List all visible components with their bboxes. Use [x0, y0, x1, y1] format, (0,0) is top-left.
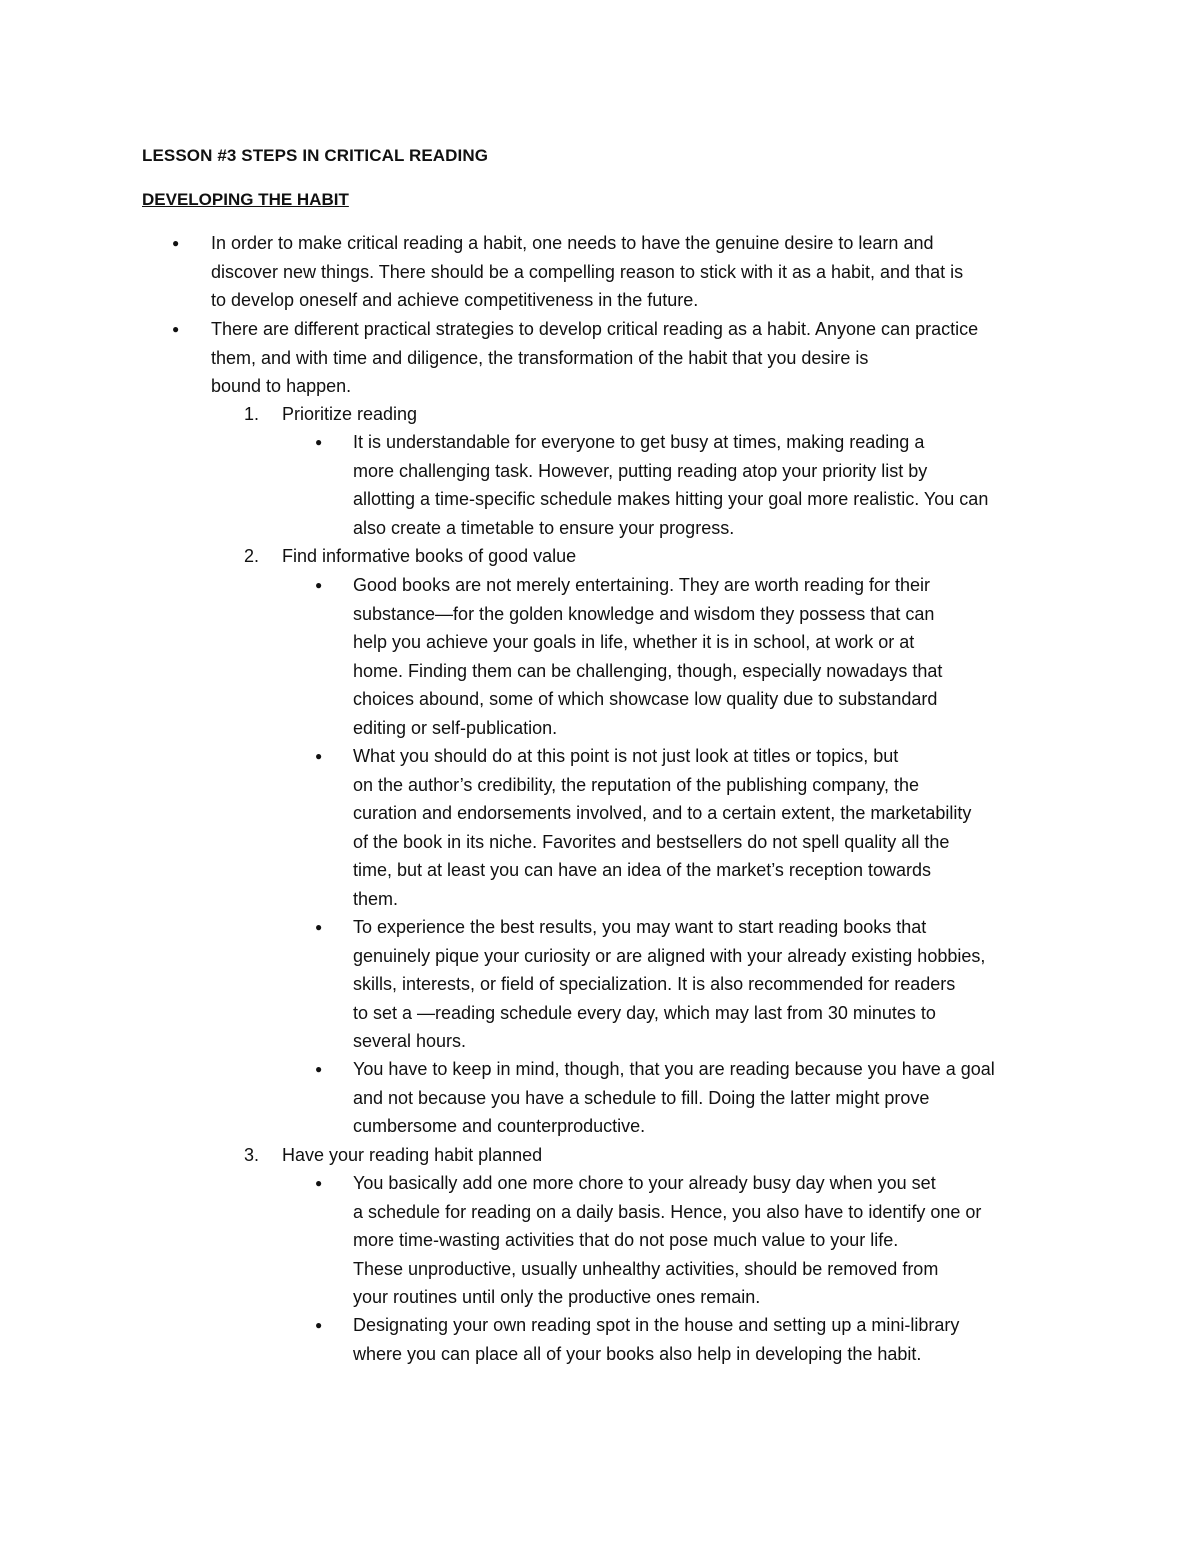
text-line: a schedule for reading on a daily basis. Hence, you also have to identify one or	[353, 1201, 982, 1222]
step-3-bullet-1	[353, 1169, 1053, 1312]
step-heading: Prioritize reading	[282, 404, 418, 424]
text-line: help you achieve your goals in life, whether it is in school, at work or at	[353, 632, 915, 652]
text-line: also create a timetable to ensure your progress.	[353, 517, 735, 538]
step-heading: Have your reading habit planned	[282, 1145, 543, 1165]
text-line: There are different practical strategies to develop critical reading as a habit. Anyone can practice	[211, 319, 979, 339]
bullet-icon: ●	[315, 1062, 323, 1076]
text-line: of the book in its niche. Favorites and bestsellers do not spell quality all the	[353, 831, 950, 852]
text-line: What you should do at this point is not just look at titles or topics, but	[353, 746, 899, 766]
step-3-bullet-2	[353, 1311, 1053, 1368]
text-line: discover new things. There should be a compelling reason to stick with it as a habit, and that is	[211, 261, 964, 282]
bullet-icon: ●	[315, 1318, 323, 1332]
text-line: Designating your own reading spot in the house and setting up a mini-library	[353, 1315, 960, 1335]
step-2-bullet-1	[353, 571, 1053, 742]
text-line: You basically add one more chore to your already busy day when you set	[353, 1173, 936, 1193]
text-line: several hours.	[353, 1031, 467, 1051]
text-line: cumbersome and counterproductive.	[353, 1116, 646, 1136]
step-number: 2.	[244, 546, 260, 566]
step-number: 3.	[244, 1145, 260, 1165]
text-line: to set a —reading schedule every day, which may last from 30 minutes to	[353, 1002, 936, 1023]
intro-bullet-2	[211, 315, 1056, 401]
text-line: Good books are not merely entertaining. They are worth reading for their	[353, 575, 930, 595]
bullet-icon: ●	[172, 322, 180, 336]
section-heading: DEVELOPING THE HABIT	[142, 190, 349, 209]
step-2-bullet-3	[353, 913, 1053, 1056]
text-line: more time-wasting activities that do not pose much value to your life.	[353, 1230, 899, 1250]
page-title: LESSON #3 STEPS IN CRITICAL READING	[142, 146, 489, 165]
text-line: It is understandable for everyone to get busy at times, making reading a	[353, 432, 925, 452]
bullet-icon: ●	[315, 435, 323, 449]
text-line: These unproductive, usually unhealthy activities, should be removed from	[353, 1258, 939, 1279]
text-line: your routines until only the productive ones remain.	[353, 1287, 761, 1307]
bullet-icon: ●	[315, 1176, 323, 1190]
text-line: where you can place all of your books also help in developing the habit.	[353, 1343, 922, 1364]
text-line: them.	[353, 888, 399, 909]
text-line: home. Finding them can be challenging, though, especially nowadays that	[353, 660, 943, 681]
text-line: choices abound, some of which showcase low quality due to substandard	[353, 689, 938, 709]
text-line: You have to keep in mind, though, that you are reading because you have a goal	[353, 1059, 995, 1079]
text-line: bound to happen.	[211, 376, 352, 396]
text-line: To experience the best results, you may want to start reading books that	[353, 917, 927, 937]
text-line: and not because you have a schedule to fill. Doing the latter might prove	[353, 1087, 930, 1108]
text-line: on the author’s credibility, the reputation of the publishing company, the	[353, 774, 920, 795]
step-number: 1.	[244, 404, 260, 424]
text-line: curation and endorsements involved, and to a certain extent, the marketability	[353, 803, 972, 823]
text-line: substance—for the golden knowledge and wisdom they possess that can	[353, 603, 935, 624]
text-line: skills, interests, or field of specialization. It is also recommended for readers	[353, 974, 956, 994]
step-2-bullet-2	[353, 742, 1053, 913]
bullet-icon: ●	[315, 920, 323, 934]
bullet-icon: ●	[315, 749, 323, 763]
text-line: to develop oneself and achieve competitiveness in the future.	[211, 290, 699, 310]
text-line: genuinely pique your curiosity or are aligned with your already existing hobbies,	[353, 945, 986, 966]
step-2-bullet-4	[353, 1055, 1063, 1141]
step-heading: Find informative books of good value	[282, 546, 577, 566]
text-line: allotting a time-specific schedule makes hitting your goal more realistic. You can	[353, 489, 989, 509]
text-line: editing or self-publication.	[353, 717, 558, 738]
bullet-icon: ●	[315, 578, 323, 592]
intro-bullet-1	[211, 229, 1041, 315]
text-line: them, and with time and diligence, the transformation of the habit that you desire is	[211, 347, 869, 368]
bullet-icon: ●	[172, 236, 180, 250]
text-line: time, but at least you can have an idea of the market’s reception towards	[353, 860, 931, 880]
text-line: more challenging task. However, putting reading atop your priority list by	[353, 460, 928, 481]
step-1-bullet-1	[353, 428, 1063, 542]
text-line: In order to make critical reading a habit, one needs to have the genuine desire to learn and	[211, 233, 934, 253]
